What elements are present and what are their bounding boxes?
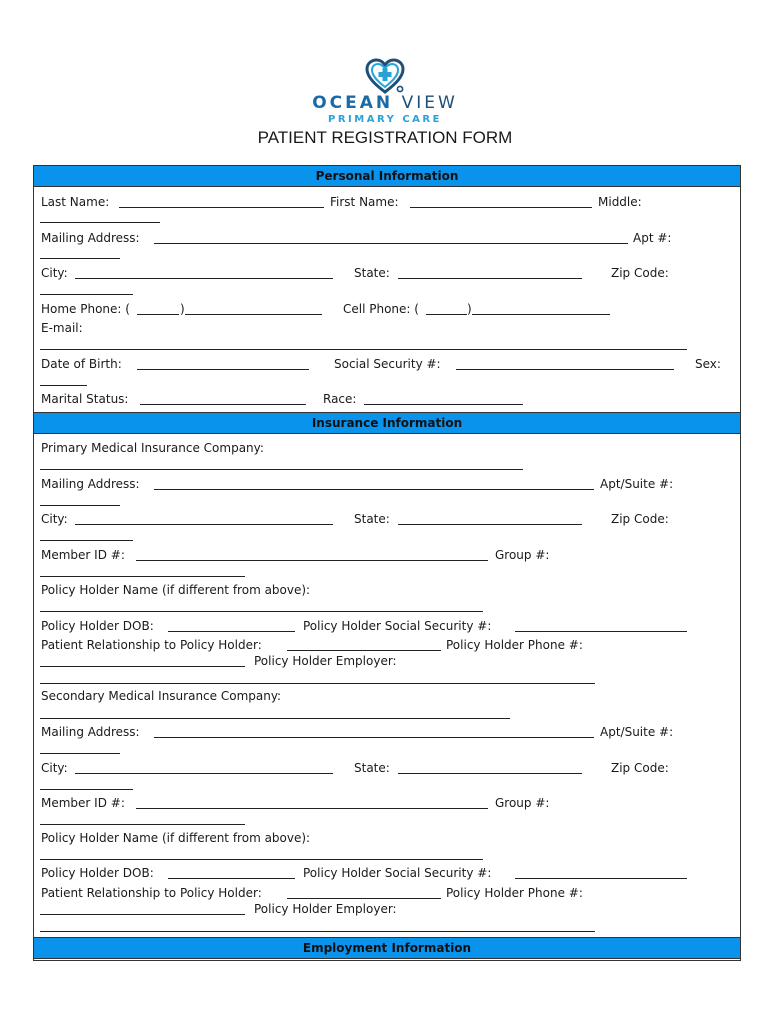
primary-holder-ssn-field[interactable] — [515, 631, 687, 632]
label-primary-group: Group #: — [495, 548, 550, 562]
label-secondary-insurance-company: Secondary Medical Insurance Company: — [41, 689, 282, 703]
marital-status-field[interactable] — [140, 404, 306, 405]
label-middle: Middle: — [598, 195, 642, 209]
label-secondary-holder-ssn: Policy Holder Social Security #: — [303, 866, 492, 880]
primary-holder-employer-field[interactable] — [40, 683, 595, 684]
label-apt: Apt #: — [633, 231, 672, 245]
apt-field[interactable] — [40, 258, 120, 259]
secondary-mailing-address-field[interactable] — [154, 737, 594, 738]
secondary-holder-employer-field[interactable] — [40, 931, 595, 932]
label-primary-state: State: — [354, 512, 390, 526]
secondary-apt-suite-field[interactable] — [40, 753, 120, 754]
home-phone-area-field[interactable] — [137, 314, 179, 315]
label-secondary-holder-employer: Policy Holder Employer: — [254, 902, 397, 916]
label-primary-insurance-company: Primary Medical Insurance Company: — [41, 441, 264, 455]
mailing-address-field[interactable] — [154, 243, 628, 244]
secondary-holder-phone-field[interactable] — [40, 914, 245, 915]
dob-field[interactable] — [137, 369, 309, 370]
cell-phone-field[interactable] — [472, 314, 610, 315]
label-primary-city: City: — [41, 512, 68, 526]
heart-stethoscope-icon — [363, 56, 407, 96]
primary-holder-dob-field[interactable] — [168, 631, 295, 632]
label-primary-holder-name: Policy Holder Name (if different from above): — [41, 583, 311, 597]
label-home-phone: Home Phone: ( — [41, 302, 130, 316]
city-field[interactable] — [75, 278, 333, 279]
cell-phone-area-field[interactable] — [426, 314, 467, 315]
brand-name: OCEAN VIEW — [312, 93, 458, 113]
label-dob: Date of Birth: — [41, 357, 122, 371]
secondary-city-field[interactable] — [75, 773, 333, 774]
secondary-member-id-field[interactable] — [136, 808, 488, 809]
secondary-state-field[interactable] — [398, 773, 582, 774]
secondary-holder-dob-field[interactable] — [168, 878, 295, 879]
label-primary-relationship: Patient Relationship to Policy Holder: — [41, 638, 262, 652]
label-primary-holder-employer: Policy Holder Employer: — [254, 654, 397, 668]
logo — [0, 56, 770, 96]
form-title: PATIENT REGISTRATION FORM — [257, 128, 513, 147]
label-ssn: Social Security #: — [334, 357, 441, 371]
last-name-field[interactable] — [119, 207, 324, 208]
middle-name-field[interactable] — [40, 222, 160, 223]
label-primary-zip: Zip Code: — [611, 512, 669, 526]
label-secondary-holder-name: Policy Holder Name (if different from above): — [41, 831, 311, 845]
label-primary-holder-dob: Policy Holder DOB: — [41, 619, 154, 633]
label-primary-holder-phone: Policy Holder Phone #: — [446, 638, 583, 652]
primary-relationship-field[interactable] — [287, 650, 441, 651]
label-city: City: — [41, 266, 68, 280]
label-primary-apt-suite: Apt/Suite #: — [600, 477, 674, 491]
label-first-name: First Name: — [330, 195, 399, 209]
section-personal-information: Personal Information — [34, 165, 740, 187]
label-secondary-holder-dob: Policy Holder DOB: — [41, 866, 154, 880]
label-last-name: Last Name: — [41, 195, 110, 209]
secondary-relationship-field[interactable] — [287, 898, 441, 899]
secondary-insurance-company-field[interactable] — [40, 718, 510, 719]
email-field[interactable] — [40, 349, 687, 350]
primary-holder-phone-field[interactable] — [40, 666, 245, 667]
primary-group-field[interactable] — [40, 576, 245, 577]
primary-apt-suite-field[interactable] — [40, 505, 120, 506]
first-name-field[interactable] — [410, 207, 592, 208]
ssn-field[interactable] — [456, 369, 674, 370]
secondary-holder-name-field[interactable] — [40, 859, 483, 860]
sex-field[interactable] — [40, 385, 87, 386]
home-phone-close-paren: ) — [180, 302, 185, 316]
primary-zip-field[interactable] — [40, 540, 133, 541]
label-race: Race: — [323, 392, 357, 406]
label-secondary-member-id: Member ID #: — [41, 796, 125, 810]
label-secondary-group: Group #: — [495, 796, 550, 810]
label-secondary-relationship: Patient Relationship to Policy Holder: — [41, 886, 262, 900]
label-sex: Sex: — [695, 357, 721, 371]
race-field[interactable] — [364, 404, 523, 405]
label-cell-phone: Cell Phone: ( — [343, 302, 419, 316]
label-primary-mailing-address: Mailing Address: — [41, 477, 140, 491]
label-secondary-mailing-address: Mailing Address: — [41, 725, 140, 739]
section-employment-information: Employment Information — [34, 937, 740, 959]
primary-holder-name-field[interactable] — [40, 611, 483, 612]
primary-insurance-company-field[interactable] — [40, 469, 523, 470]
brand-tagline: PRIMARY CARE — [328, 114, 442, 125]
zip-field[interactable] — [40, 294, 133, 295]
label-state: State: — [354, 266, 390, 280]
label-mailing-address: Mailing Address: — [41, 231, 140, 245]
label-primary-member-id: Member ID #: — [41, 548, 125, 562]
state-field[interactable] — [398, 278, 582, 279]
primary-city-field[interactable] — [75, 524, 333, 525]
label-secondary-state: State: — [354, 761, 390, 775]
label-primary-holder-ssn: Policy Holder Social Security #: — [303, 619, 492, 633]
label-secondary-city: City: — [41, 761, 68, 775]
label-secondary-apt-suite: Apt/Suite #: — [600, 725, 674, 739]
secondary-zip-field[interactable] — [40, 789, 133, 790]
label-secondary-holder-phone: Policy Holder Phone #: — [446, 886, 583, 900]
primary-member-id-field[interactable] — [136, 560, 488, 561]
primary-mailing-address-field[interactable] — [154, 489, 594, 490]
section-insurance-information: Insurance Information — [34, 412, 740, 434]
home-phone-field[interactable] — [185, 314, 322, 315]
label-email: E-mail: — [41, 321, 83, 335]
label-zip: Zip Code: — [611, 266, 669, 280]
secondary-holder-ssn-field[interactable] — [515, 878, 687, 879]
secondary-group-field[interactable] — [40, 824, 245, 825]
label-marital-status: Marital Status: — [41, 392, 129, 406]
label-secondary-zip: Zip Code: — [611, 761, 669, 775]
cell-phone-close-paren: ) — [467, 302, 472, 316]
primary-state-field[interactable] — [398, 524, 582, 525]
